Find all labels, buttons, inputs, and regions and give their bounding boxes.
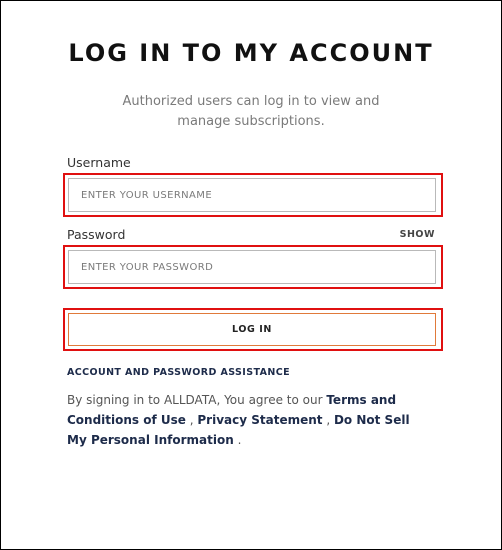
show-password-toggle[interactable]: SHOW <box>399 229 435 240</box>
username-label: Username <box>67 155 131 170</box>
legal-suffix: . <box>233 433 242 447</box>
page-title: LOG IN TO MY ACCOUNT <box>68 39 434 67</box>
legal-separator-1: , <box>185 413 198 427</box>
password-input[interactable] <box>68 250 436 284</box>
page-subtitle: Authorized users can log in to view and manage subscriptions. <box>122 94 380 129</box>
terms-link[interactable]: Terms and Conditions of Use <box>67 393 397 427</box>
login-button[interactable]: LOG IN <box>68 313 436 346</box>
do-not-sell-link[interactable]: Do Not Sell My Personal Information <box>67 413 410 447</box>
legal-notice <box>67 390 417 450</box>
password-label: Password <box>67 227 126 242</box>
username-input[interactable] <box>68 178 436 212</box>
legal-prefix: By signing in to ALLDATA, You agree to our <box>67 393 327 407</box>
account-assistance-link[interactable]: ACCOUNT AND PASSWORD ASSISTANCE <box>67 367 290 378</box>
privacy-link[interactable]: Privacy Statement <box>197 413 323 427</box>
legal-separator-2: , <box>322 413 334 427</box>
